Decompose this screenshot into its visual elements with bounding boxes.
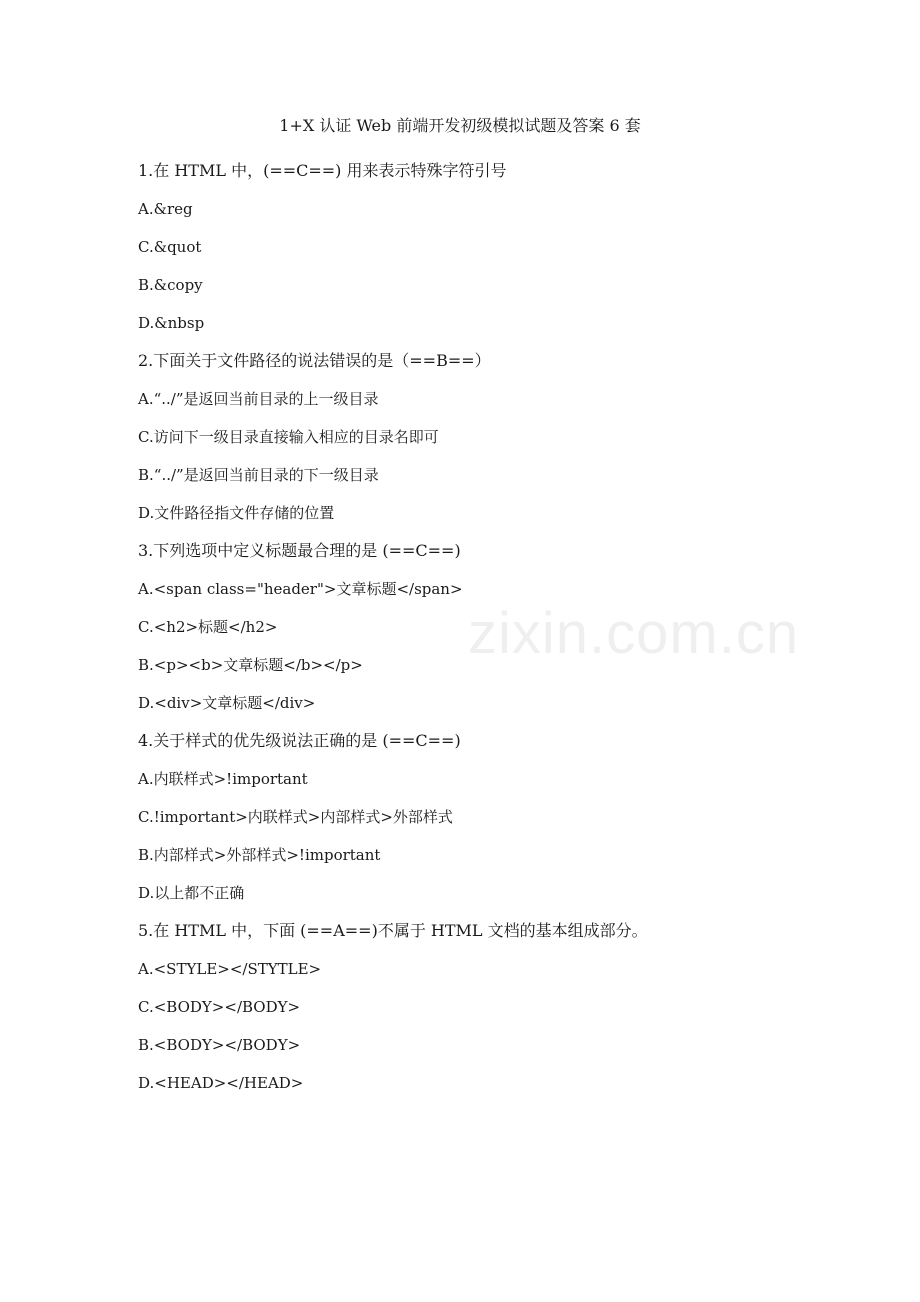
- question-1: [138, 160, 838, 334]
- question-stem: 1.在 HTML 中，(==C==) 用来表示特殊字符引号: [138, 161, 507, 180]
- option-line: B.<p><b>文章标题</b></p>: [138, 656, 363, 674]
- question-2: [138, 350, 838, 524]
- question-stem: 3.下列选项中定义标题最合理的是 (==C==): [138, 541, 461, 560]
- option-line: B.“../”是返回当前目录的下一级目录: [138, 466, 379, 484]
- option-line: B.&copy: [138, 276, 203, 294]
- option-line: A.<span class="header">文章标题</span>: [138, 580, 463, 598]
- question-stem: 2.下面关于文件路径的说法错误的是（==B==）: [138, 351, 491, 370]
- option-line: D.<div>文章标题</div>: [138, 694, 316, 712]
- question-5: [138, 920, 838, 1094]
- option-line: D.文件路径指文件存储的位置: [138, 504, 335, 522]
- option-line: A.“../”是返回当前目录的上一级目录: [138, 390, 379, 408]
- option-line: C.&quot: [138, 238, 202, 256]
- option-line: A.&reg: [138, 200, 193, 218]
- option-line: C.<BODY></BODY>: [138, 998, 301, 1016]
- option-line: C.访问下一级目录直接输入相应的目录名即可: [138, 428, 439, 446]
- question-4: [138, 730, 838, 904]
- option-line: C.!important>内联样式>内部样式>外部样式: [138, 808, 453, 826]
- option-line: A.内联样式>!important: [138, 770, 308, 788]
- document-title: 1+X 认证 Web 前端开发初级模拟试题及答案 6 套: [279, 116, 641, 135]
- question-stem: 5.在 HTML 中，下面 (==A==)不属于 HTML 文档的基本组成部分。: [138, 921, 648, 940]
- question-3: [138, 540, 838, 714]
- option-line: D.<HEAD></HEAD>: [138, 1074, 304, 1092]
- question-list: [138, 160, 838, 1110]
- option-line: D.以上都不正确: [138, 884, 245, 902]
- question-stem: 4.关于样式的优先级说法正确的是 (==C==): [138, 731, 461, 750]
- option-line: B.<BODY></BODY>: [138, 1036, 301, 1054]
- watermark: zixin.com.cn: [468, 601, 800, 666]
- option-line: D.&nbsp: [138, 314, 205, 332]
- option-line: C.<h2>标题</h2>: [138, 618, 278, 636]
- option-line: A.<STYLE></STYTLE>: [138, 960, 322, 978]
- option-line: B.内部样式>外部样式>!important: [138, 846, 381, 864]
